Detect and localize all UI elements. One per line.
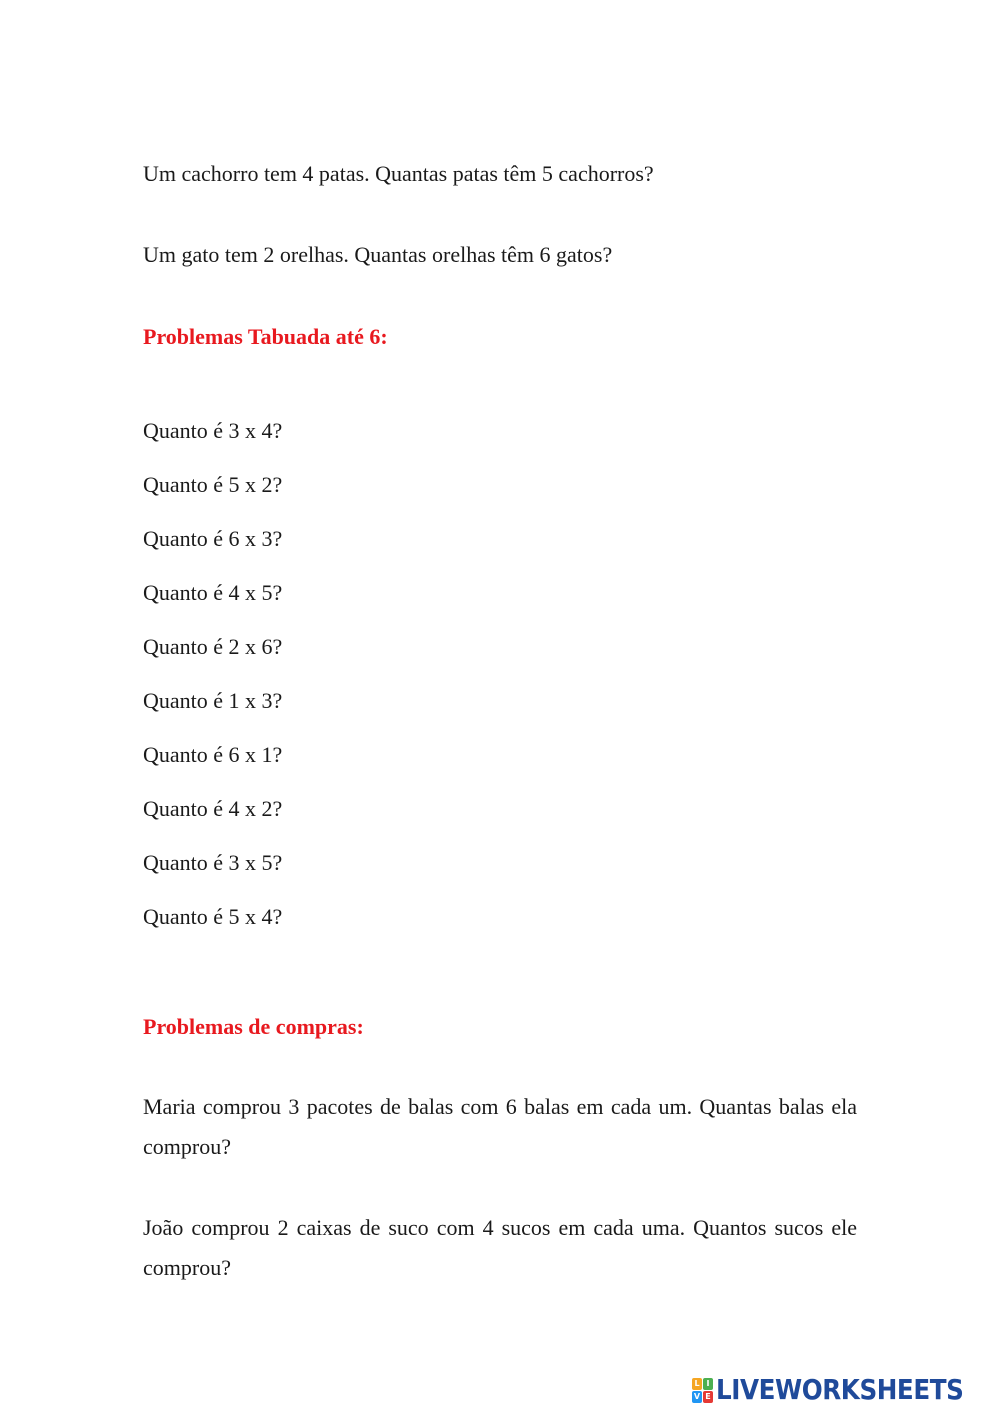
tabuada-question: Quanto é 4 x 5? (143, 580, 283, 605)
liveworksheets-logo (692, 1373, 997, 1407)
tabuada-question: Quanto é 4 x 2? (143, 796, 283, 821)
tabuada-question: Quanto é 3 x 4? (143, 418, 283, 443)
tabuada-question: Quanto é 5 x 4? (143, 904, 283, 929)
intro-problem-dogs: Um cachorro tem 4 patas. Quantas patas têm 5 cachorros? (143, 161, 654, 186)
logo-mark-tile: E (703, 1391, 713, 1403)
tabuada-question: Quanto é 3 x 5? (143, 850, 283, 875)
tabuada-question: Quanto é 6 x 1? (143, 742, 283, 767)
tabuada-question: Quanto é 6 x 3? (143, 526, 283, 551)
section-heading-tabuada: Problemas Tabuada até 6: (143, 324, 388, 349)
tabuada-question: Quanto é 5 x 2? (143, 472, 283, 497)
tabuada-question: Quanto é 1 x 3? (143, 688, 283, 713)
compras-problem-joao: João comprou 2 caixas de suco com 4 sucos em cada uma. Quantos sucos ele comprou? (143, 1215, 857, 1280)
intro-problem-cats: Um gato tem 2 orelhas. Quantas orelhas têm 6 gatos? (143, 242, 613, 267)
liveworksheets-logo-text: LIVEWORKSHEETS (716, 1373, 964, 1406)
logo-mark-tile: V (693, 1392, 701, 1401)
compras-problem-maria: Maria comprou 3 pacotes de balas com 6 balas em cada um. Quantas balas ela comprou? (143, 1094, 857, 1159)
logo-mark-tile: I (703, 1378, 713, 1390)
tabuada-question: Quanto é 2 x 6? (143, 634, 283, 659)
liveworksheets-logo-icon (692, 1378, 713, 1403)
section-heading-compras: Problemas de compras: (143, 1014, 364, 1039)
logo-mark-tile: L (692, 1378, 702, 1390)
